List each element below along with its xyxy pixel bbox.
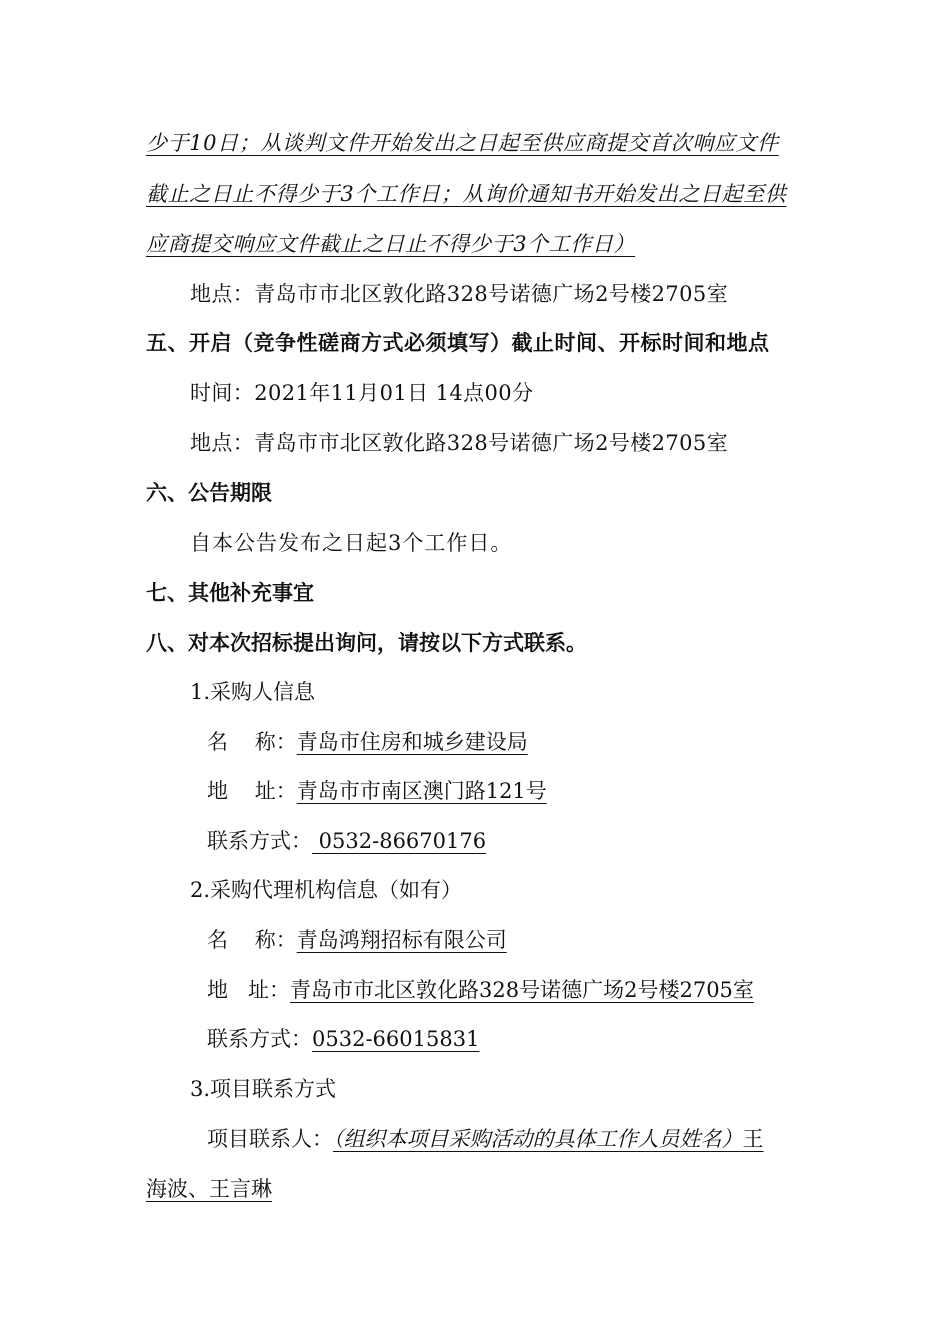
- opening-time: [190, 379, 533, 407]
- purchaser-info-title: 1.采购人信息: [190, 680, 316, 704]
- opening-location-label: 地点：: [190, 431, 255, 455]
- submission-location: [190, 280, 728, 308]
- agency-address-label: 地 址：: [207, 978, 291, 1002]
- agency-address-value: 青岛市市北区敦化路328号诺德广场2号楼2705室: [290, 978, 754, 1002]
- project-contact: [207, 1125, 764, 1153]
- notice-period-text: 自本公告发布之日起3个工作日。: [190, 531, 513, 555]
- agency-name-value: 青岛鸿翔招标有限公司: [296, 928, 507, 952]
- agency-contact-label: 联系方式：: [207, 1027, 312, 1051]
- project-contact-names-line2: 海波、王言琳: [146, 1177, 272, 1201]
- purchaser-address-value: 青岛市市南区澳门路121号: [296, 779, 547, 803]
- purchaser-address: [207, 777, 547, 805]
- agency-address: [207, 976, 754, 1004]
- section5-heading: 五、开启（竞争性磋商方式必须填写）截止时间、开标时间和地点: [146, 331, 770, 355]
- agency-contact-value: 0532-66015831: [312, 1027, 480, 1051]
- opening-location: [190, 429, 728, 457]
- section6-heading: 六、公告期限: [146, 481, 272, 505]
- agency-name-label: 名 称：: [207, 928, 297, 952]
- project-contact-hint: （组织本项目采购活动的具体工作人员姓名）: [333, 1127, 743, 1151]
- project-contact-label: 项目联系人：: [207, 1127, 333, 1151]
- purchaser-name-value: 青岛市住房和城乡建设局: [296, 730, 528, 754]
- purchaser-contact-label: 联系方式：: [207, 829, 312, 853]
- deadline-note-line1: 少于10日；从谈判文件开始发出之日起至供应商提交首次响应文件: [146, 131, 779, 155]
- section7-heading: 七、其他补充事宜: [146, 581, 314, 605]
- project-contact-names-line1: 王: [742, 1127, 764, 1151]
- purchaser-name: [207, 728, 528, 756]
- opening-time-value: 2021年11月01日 14点00分: [254, 381, 534, 405]
- purchaser-contact: [207, 827, 486, 855]
- submission-location-value: 青岛市市北区敦化路328号诺德广场2号楼2705室: [254, 282, 729, 306]
- section8-heading: 八、对本次招标提出询问，请按以下方式联系。: [146, 631, 587, 655]
- purchaser-address-label: 地 址：: [207, 779, 297, 803]
- agency-name: [207, 926, 507, 954]
- opening-location-value: 青岛市市北区敦化路328号诺德广场2号楼2705室: [254, 431, 729, 455]
- agency-info-title: 2.采购代理机构信息（如有）: [190, 878, 463, 902]
- purchaser-name-label: 名 称：: [207, 730, 297, 754]
- opening-time-label: 时间：: [190, 381, 255, 405]
- submission-location-label: 地点：: [190, 282, 255, 306]
- purchaser-contact-value: 0532-86670176: [312, 829, 487, 853]
- project-contact-title: 3.项目联系方式: [190, 1077, 337, 1101]
- agency-contact: [207, 1025, 479, 1053]
- deadline-note-line2: 截止之日止不得少于3个工作日；从询价通知书开始发出之日起至供: [146, 182, 787, 206]
- deadline-note-line3: 应商提交响应文件截止之日止不得少于3个工作日）: [146, 232, 636, 256]
